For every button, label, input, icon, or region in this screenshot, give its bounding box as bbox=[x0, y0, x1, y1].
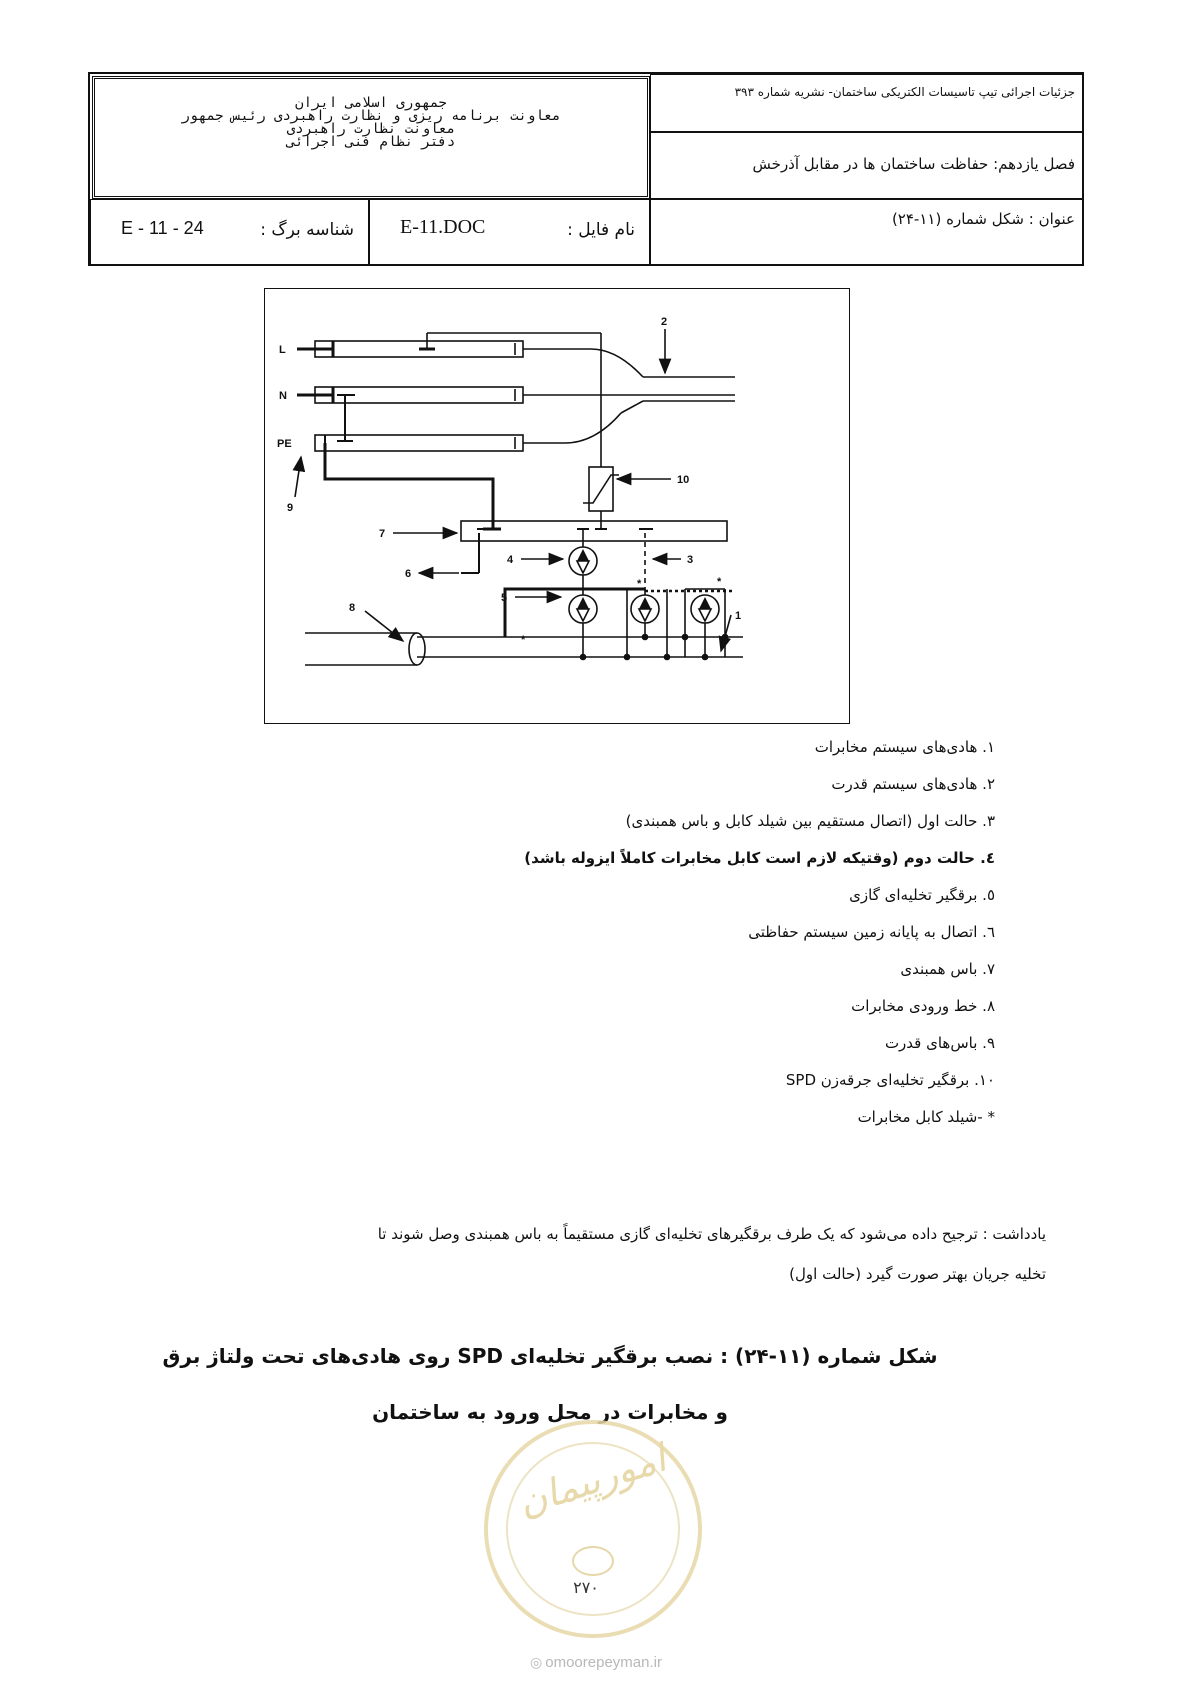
sheet-value: E - 11 - 24 bbox=[121, 218, 204, 238]
legend-item-1: ۱. هادی‌های سیستم مخابرات bbox=[814, 738, 995, 756]
note-line-1: یادداشت : ترجیح داده می‌شود که یک طرف برقگیرهای تخلیه‌ای گازی مستقیماً به باس همبندی وصل شوند تا bbox=[377, 1225, 1046, 1243]
legend-item-5: ٥. برقگیر تخلیه‌ای گازی bbox=[849, 886, 995, 904]
stamp-script-text: امورپیمان bbox=[512, 1435, 672, 1525]
sheet-cell bbox=[90, 199, 369, 266]
legend-item-10: ۱۰. برقگیر تخلیه‌ای جرقه‌زن SPD bbox=[785, 1071, 995, 1089]
series-text: جزئیات اجرائی تیپ تاسیسات الکتریکی ساختمان- نشریه شماره ۳۹۳ bbox=[734, 85, 1075, 99]
wiring-diagram bbox=[264, 288, 850, 724]
label-4: 4 bbox=[507, 554, 514, 566]
caption-line-1: شکل شماره (۱۱-۲۴) : نصب برقگیر تخلیه‌ای SPD روی هادی‌های تحت ولتاژ برق bbox=[162, 1344, 938, 1368]
label-5: 5 bbox=[501, 592, 508, 604]
caption-line-2: و مخابرات در محل ورود به ساختمان bbox=[372, 1400, 728, 1424]
org-line-1: جمهوری اسلامی ایران bbox=[295, 95, 447, 111]
label-7: 7 bbox=[379, 528, 386, 540]
note-line-2: تخلیه جریان بهتر صورت گیرد (حالت اول) bbox=[789, 1265, 1046, 1283]
chapter-text: فصل یازدهم: حفاظت ساختمان ها در مقابل آذرخش bbox=[752, 155, 1075, 173]
legend-item-7: ۷. باس همبندی bbox=[900, 960, 995, 978]
legend-item-star: * -شیلد کابل مخابرات bbox=[857, 1108, 995, 1126]
label-2: 2 bbox=[661, 316, 668, 328]
org-line-2: معاونت برنامه ریزی و نظارت راهبردی رئیس جمهور bbox=[181, 108, 561, 124]
bus-pe bbox=[315, 435, 523, 451]
legend-item-2: ۲. هادی‌های سیستم قدرت bbox=[831, 775, 995, 793]
file-value: E-11.DOC bbox=[400, 216, 486, 238]
sheet-label: شناسه برگ : bbox=[260, 220, 354, 240]
chapter-cell bbox=[650, 132, 1084, 199]
series-cell bbox=[650, 74, 1084, 132]
label-pe: PE bbox=[277, 438, 292, 450]
label-10: 10 bbox=[677, 474, 690, 486]
legend-list bbox=[435, 732, 995, 1139]
website-watermark[interactable] bbox=[486, 1654, 706, 1671]
organization-cell bbox=[92, 76, 650, 199]
label-8: 8 bbox=[349, 602, 356, 614]
bonding-bus bbox=[461, 521, 727, 541]
legend-item-3: ۳. حالت اول (اتصال مستقیم بین شیلد کابل و باس همبندی) bbox=[625, 812, 995, 830]
file-label: نام فایل : bbox=[567, 220, 635, 240]
label-l: L bbox=[279, 344, 286, 356]
legend-item-9: ۹. باس‌های قدرت bbox=[884, 1034, 995, 1052]
label-1: 1 bbox=[735, 610, 742, 622]
label-3: 3 bbox=[687, 554, 694, 566]
page-number: ۲۷۰ bbox=[573, 1578, 599, 1597]
shield-star-3: * bbox=[637, 578, 642, 590]
title-text bbox=[892, 210, 1075, 228]
watermark-text: omoorepeyman.ir bbox=[545, 1654, 662, 1671]
shield-star-2: * bbox=[717, 576, 722, 588]
title-value: شکل شماره (۱۱-۲۴) bbox=[891, 210, 1024, 228]
title-cell bbox=[650, 199, 1084, 266]
title-label: عنوان : bbox=[1028, 210, 1075, 228]
file-cell bbox=[369, 199, 650, 266]
note-paragraph bbox=[140, 1214, 1046, 1294]
label-n: N bbox=[279, 390, 287, 402]
figure-caption bbox=[120, 1328, 980, 1440]
legend-item-8: ۸. خط ورودی مخابرات bbox=[851, 997, 995, 1015]
document-header-table bbox=[88, 72, 1084, 266]
spark-gap-spd bbox=[589, 467, 613, 511]
legend-item-4: ٤. حالت دوم (وقتیکه لازم است کابل مخابرات کاملاً ایزوله باشد) bbox=[524, 849, 995, 867]
organization-text bbox=[105, 97, 637, 149]
wiring-diagram-svg bbox=[265, 289, 849, 723]
stamp-logo bbox=[484, 1420, 702, 1638]
shield-star-1: * bbox=[521, 634, 526, 646]
instagram-icon: ◎ bbox=[530, 1654, 543, 1670]
label-6: 6 bbox=[405, 568, 412, 580]
org-line-3: معاونت نظارت راهبردی bbox=[286, 121, 456, 137]
legend-item-6: ٦. اتصال به پایانه زمین سیستم حفاظتی bbox=[748, 923, 995, 941]
label-9: 9 bbox=[287, 502, 294, 514]
org-line-4: دفتر نظام فنی اجرائی bbox=[286, 134, 456, 150]
stamp-center-emblem bbox=[572, 1546, 614, 1576]
